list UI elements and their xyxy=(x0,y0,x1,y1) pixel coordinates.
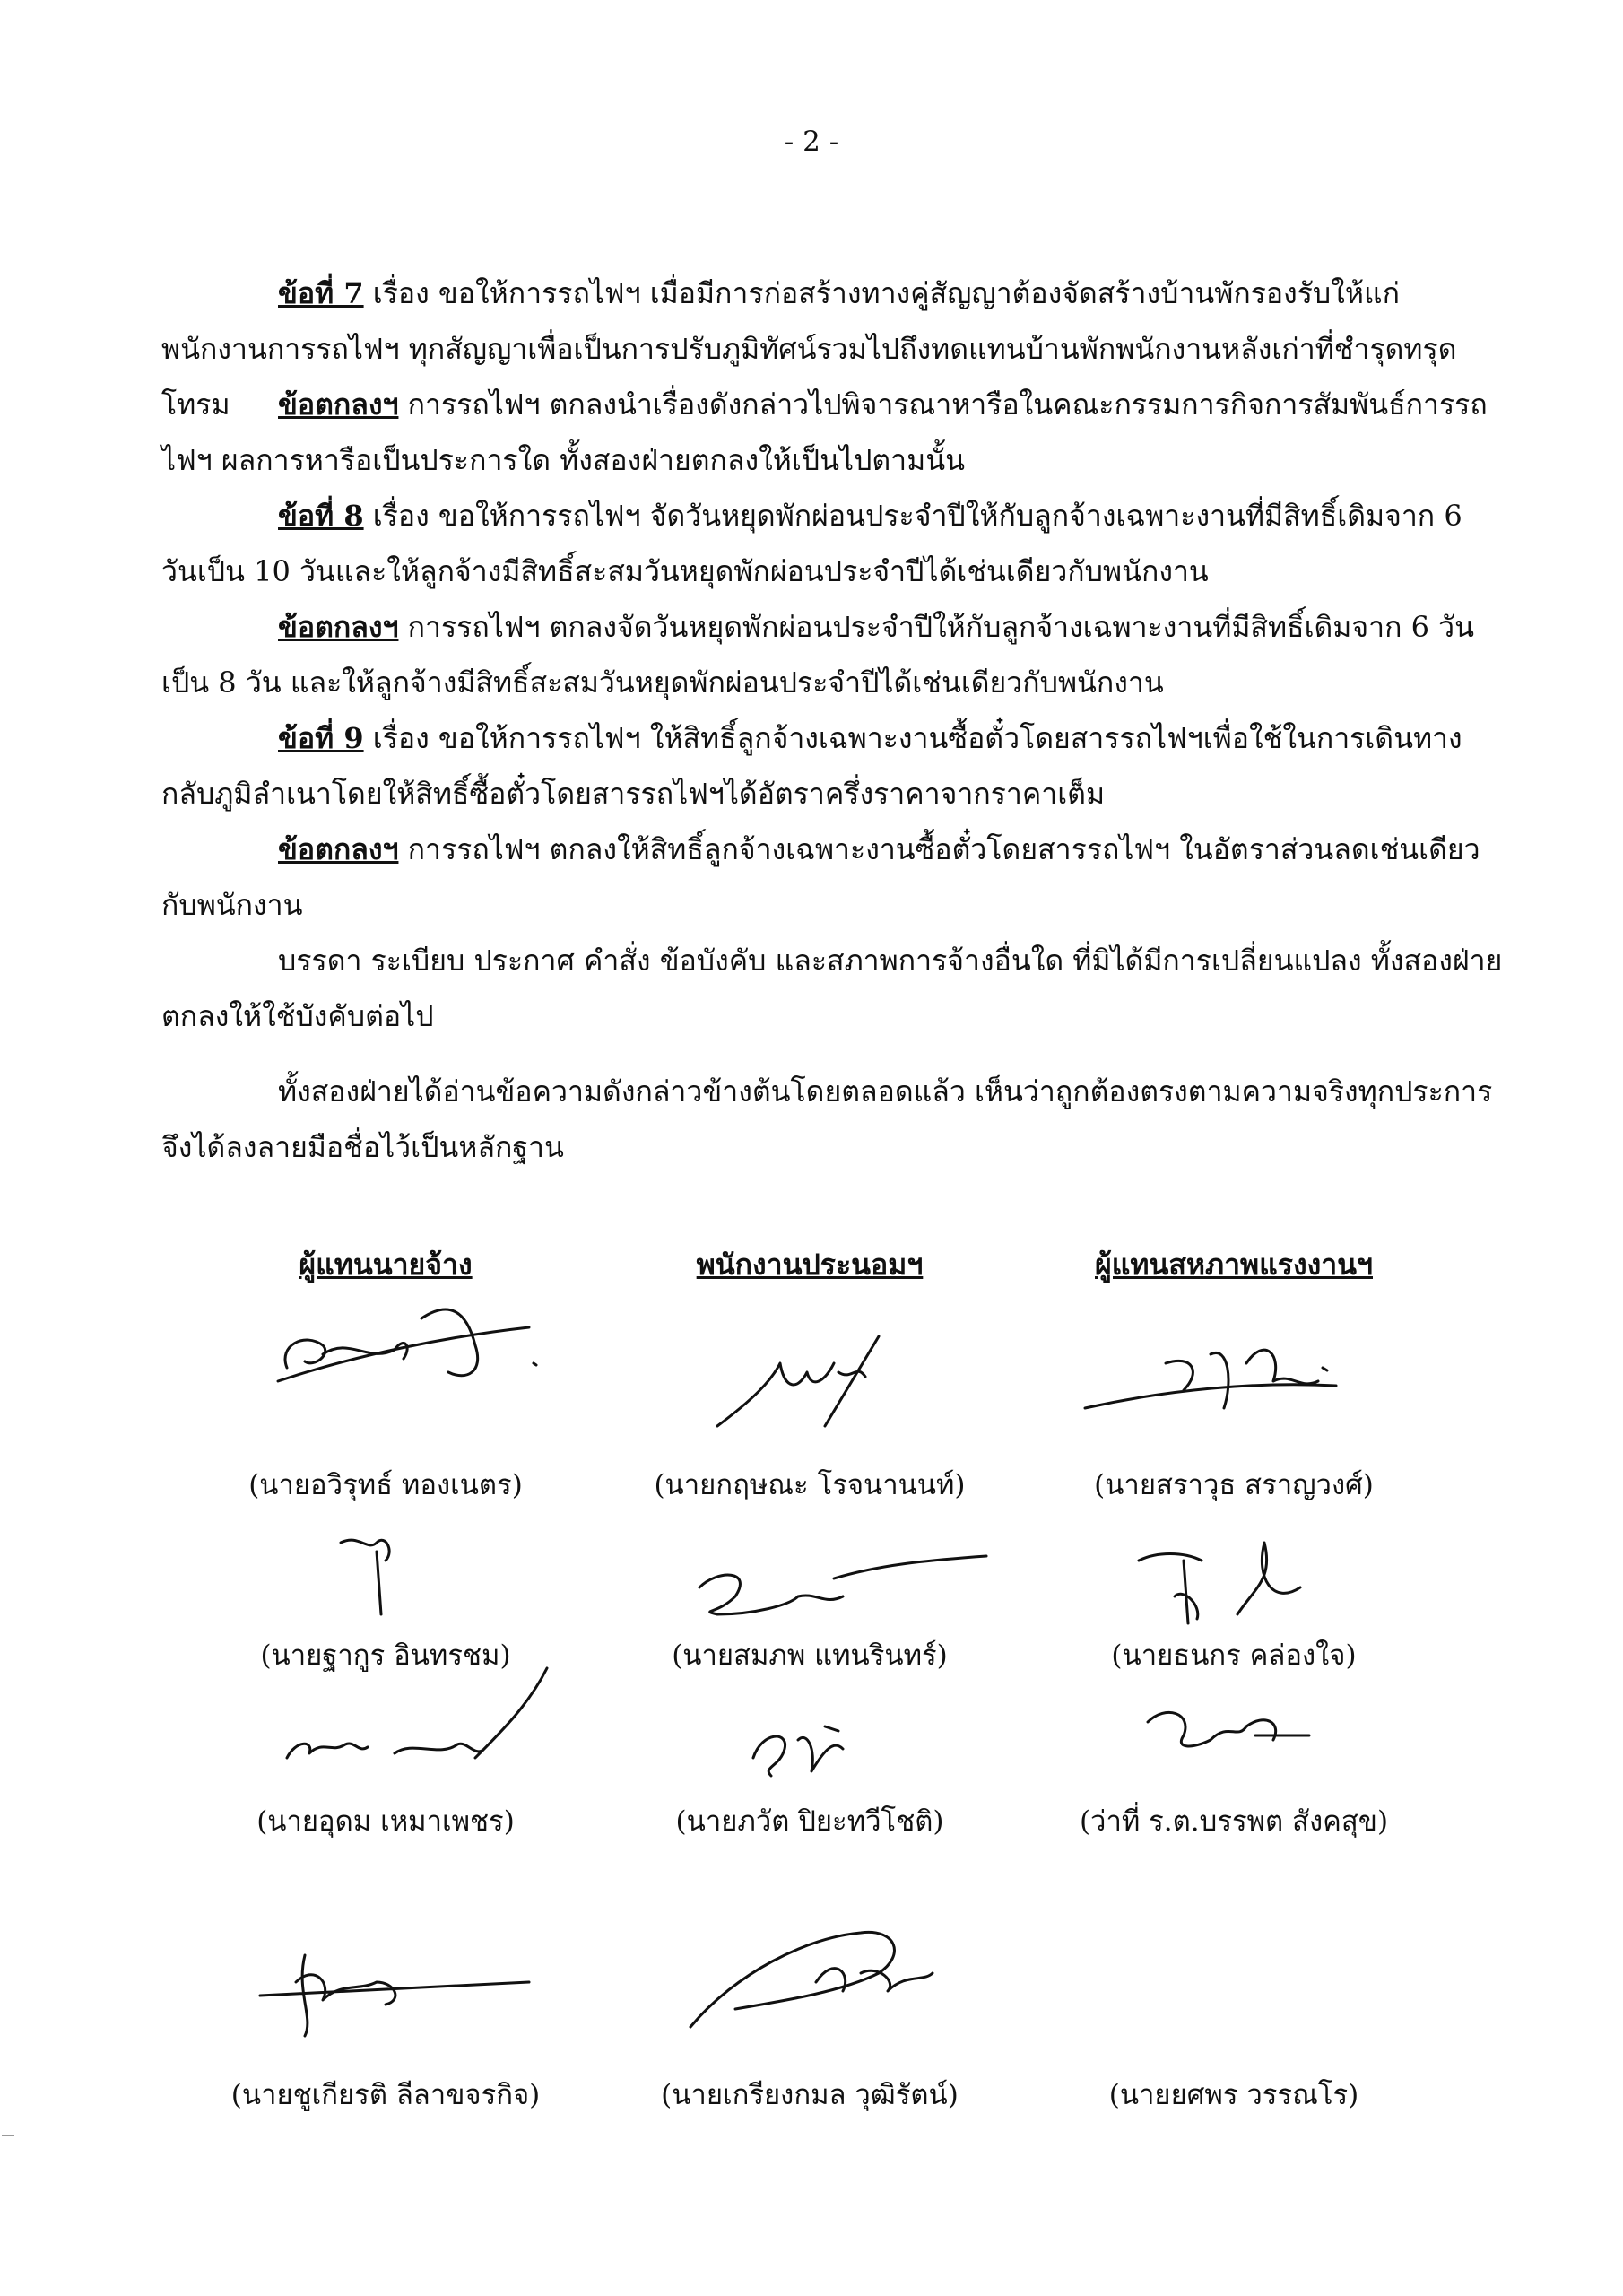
signature-conciliator-4 xyxy=(681,1919,950,2027)
agreement-8-label: ข้อตกลงฯ xyxy=(278,610,399,644)
agreement-9-label: ข้อตกลงฯ xyxy=(278,832,399,866)
signatory-union-2: (นายธนกร คล่องใจ) xyxy=(1111,1639,1357,1672)
signature-union-1 xyxy=(1076,1327,1345,1435)
signatory-union-3: (ว่าที่ ร.ต.บรรพต สังคสุข) xyxy=(1079,1805,1389,1838)
clause-9-text: เรื่อง ขอให้การรถไฟฯ ให้สิทธิ์ลูกจ้างเฉพาะงานซื้อตั๋วโดยสารรถไฟฯเพื่อใช้ในการเดินทางกลับภูมิลำเนาโดยให้สิทธิ์ซื้อตั๋วโดยสารรถไฟฯได้อัตราครึ่งราคาจากราคาเต็ม xyxy=(161,721,1462,811)
clause-9 xyxy=(161,710,1503,822)
signature-union-3 xyxy=(1130,1686,1399,1794)
clause-8-label: ข้อที่ 8 xyxy=(278,499,364,533)
clause-8-text: เรื่อง ขอให้การรถไฟฯ จัดวันหยุดพักผ่อนประจำปีให้กับลูกจ้างเฉพาะงานที่มีสิทธิ์เดิมจาก 6 วันเป็น 10 วันและให้ลูกจ้างมีสิทธิ์สะสมวันหยุดพักผ่อนประจำปีได้เช่นเดียวกับพนักงาน xyxy=(161,499,1462,588)
clause-7-text: เรื่อง ขอให้การรถไฟฯ เมื่อมีการก่อสร้างทางคู่สัญญาต้องจัดสร้างบ้านพักรองรับให้แก่พนักงานการรถไฟฯ ทุกสัญญาเพื่อเป็นการปรับภูมิทัศน์รวมไปถึงทดแทนบ้านพักพนักงานหลังเก่าที่ชำรุดทรุดโทรม xyxy=(161,276,1457,422)
signature-conciliator-2 xyxy=(681,1525,950,1632)
margin-mark xyxy=(2,2135,14,2136)
signatory-conciliator-3: (นายภวัต ปิยะทวีโชติ) xyxy=(675,1805,944,1838)
agreement-9 xyxy=(161,822,1503,933)
heading-employer-representatives: ผู้แทนนายจ้าง xyxy=(299,1248,473,1282)
signature-conciliator-1 xyxy=(699,1327,968,1435)
signatory-employer-4: (นายชูเกียรติ ลีลาขจรกิจ) xyxy=(230,2079,541,2111)
signatory-union-4: (นายยศพร วรรณโร) xyxy=(1108,2079,1359,2111)
agreement-7 xyxy=(161,377,1503,488)
signatory-conciliator-2: (นายสมภพ แทนรินทร์) xyxy=(672,1639,948,1672)
closing-attest-text: ทั้งสองฝ่ายได้อ่านข้อความดังกล่าวข้างต้นโดยตลอดแล้ว เห็นว่าถูกต้องตรงตามความจริงทุกประการ จึงได้ลงลายมือชื่อไว้เป็นหลักฐาน xyxy=(161,1074,1493,1164)
clause-9-label: ข้อที่ 9 xyxy=(278,721,364,755)
clause-8 xyxy=(161,488,1503,599)
signature-employer-3 xyxy=(269,1668,538,1776)
signatory-conciliator-1: (นายกฤษณะ โรจนานนท์) xyxy=(654,1469,966,1501)
closing-paragraph-terms xyxy=(161,933,1503,1044)
agreement-8-text: การรถไฟฯ ตกลงจัดวันหยุดพักผ่อนประจำปีให้กับลูกจ้างเฉพาะงานที่มีสิทธิ์เดิมจาก 6 วันเป็น 8 วัน และให้ลูกจ้างมีสิทธิ์สะสมวันหยุดพักผ่อนประจำปีได้เช่นเดียวกับพนักงาน xyxy=(161,610,1475,700)
signature-conciliator-3 xyxy=(735,1704,1004,1812)
signatory-union-1: (นายสราวุธ สราญวงศ์) xyxy=(1094,1469,1374,1501)
signatory-employer-1: (นายอวิรุทธ์ ทองเนตร) xyxy=(248,1469,523,1501)
agreement-7-text: การรถไฟฯ ตกลงนำเรื่องดังกล่าวไปพิจารณาหารือในคณะกรรมการกิจการสัมพันธ์การรถไฟฯ ผลการหารือเป็นประการใด ทั้งสองฝ่ายตกลงให้เป็นไปตามนั้น xyxy=(161,387,1488,477)
signatory-conciliator-4: (นายเกรียงกมล วุฒิรัตน์) xyxy=(661,2079,959,2111)
signatory-employer-2: (นายฐากูร อินทรชม) xyxy=(260,1639,511,1672)
heading-union-representatives: ผู้แทนสหภาพแรงงานฯ xyxy=(1095,1248,1373,1282)
closing-terms-text: บรรดา ระเบียบ ประกาศ คำสั่ง ข้อบังคับ และสภาพการจ้างอื่นใด ที่มิได้มีการเปลี่ยนแปลง ทั้งสองฝ่ายตกลงให้ใช้บังคับต่อไป xyxy=(161,944,1503,1033)
signature-employer-2 xyxy=(323,1516,592,1623)
heading-conciliator: พนักงานประนอมฯ xyxy=(696,1248,924,1282)
agreement-8 xyxy=(161,599,1503,710)
closing-paragraph-attest xyxy=(161,1064,1503,1175)
signature-employer-1 xyxy=(269,1283,538,1390)
signatory-employer-3: (นายอุดม เหมาเพชร) xyxy=(256,1805,515,1838)
signature-union-2 xyxy=(1121,1525,1390,1632)
signature-employer-4 xyxy=(260,1928,529,2036)
page-number: - 2 - xyxy=(784,126,839,158)
agreement-9-text: การรถไฟฯ ตกลงให้สิทธิ์ลูกจ้างเฉพาะงานซื้อตั๋วโดยสารรถไฟฯ ในอัตราส่วนลดเช่นเดียวกับพนักงาน xyxy=(161,832,1480,922)
agreement-7-label: ข้อตกลงฯ xyxy=(278,387,399,422)
clause-7-label: ข้อที่ 7 xyxy=(278,276,364,310)
